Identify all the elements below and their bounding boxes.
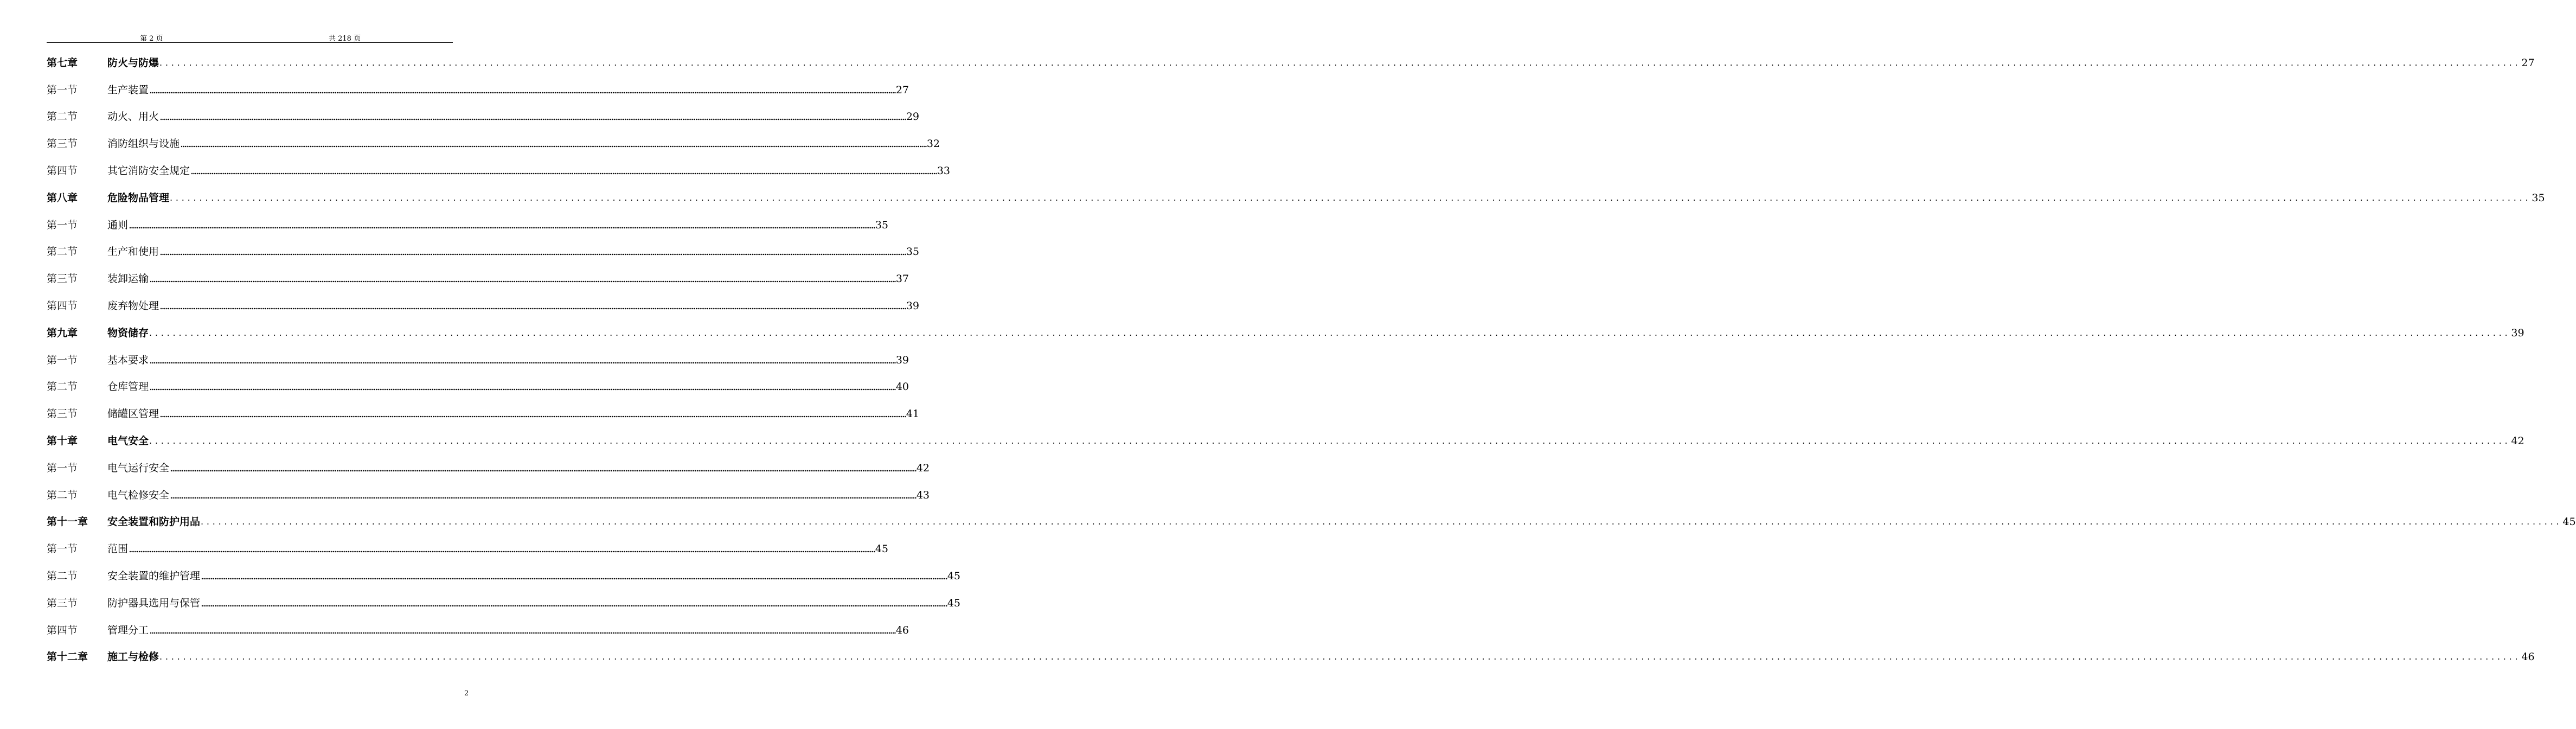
toc-entry-title: 电气运行安全 (107, 462, 170, 474)
toc-entry-page-number: 33 (937, 165, 951, 177)
toc-entry-title: 电气检修安全 (107, 489, 170, 501)
toc-entry-title: 防火与防爆 (107, 56, 159, 69)
toc-entry-page-number: 40 (895, 381, 909, 393)
toc-entry-label: 第一节 (47, 543, 78, 555)
dot-leader: ................................................................................................................................................................................................................................................................................................................................................................................................................ (159, 57, 2521, 68)
dot-leader: ................................................................................................................................................................................................................................................................................................................................................................................................................ (149, 327, 2511, 338)
dot-leader: ................................................................................................................................................................................................................................................................................................................................................................................................................ (159, 246, 906, 258)
toc-entry-chapter[interactable] (47, 184, 2545, 212)
toc-entry-page-number: 35 (2532, 191, 2545, 204)
toc-entry-label: 第四节 (47, 165, 78, 177)
header-page-current: 第 2 页 (140, 35, 163, 43)
toc-entry-title: 管理分工 (107, 624, 149, 636)
toc-entry-label: 第一节 (47, 84, 78, 96)
toc-entry-page-number: 41 (906, 408, 920, 420)
dot-leader: ................................................................................................................................................................................................................................................................................................................................................................................................................ (149, 436, 2511, 446)
toc-entry-page-number: 45 (2562, 516, 2576, 528)
toc-entry-title: 危险物品管理 (107, 191, 170, 204)
toc-entry-label: 第一节 (47, 462, 78, 474)
dot-leader: ................................................................................................................................................................................................................................................................................................................................................................................................................ (149, 354, 895, 366)
toc-entry-label: 第三节 (47, 408, 78, 420)
toc-entry-section[interactable] (47, 562, 961, 590)
toc-entry-page-number: 42 (916, 462, 930, 474)
dot-leader: ................................................................................................................................................................................................................................................................................................................................................................................................................ (149, 624, 895, 636)
footer-page-number: 2 (464, 689, 469, 698)
toc-entry-page-number: 45 (875, 543, 889, 555)
toc-entry-title: 安全装置的维护管理 (107, 570, 201, 583)
toc-entry-page-number: 45 (947, 597, 961, 609)
toc-entry-section[interactable] (47, 482, 930, 509)
dot-leader: ................................................................................................................................................................................................................................................................................................................................................................................................................ (159, 300, 906, 312)
table-of-contents (47, 49, 2576, 670)
toc-entry-page-number: 27 (2521, 56, 2535, 69)
toc-entry-title: 安全装置和防护用品 (107, 516, 201, 528)
dot-leader: ................................................................................................................................................................................................................................................................................................................................................................................................................ (149, 273, 895, 285)
toc-entry-section[interactable] (47, 212, 889, 239)
dot-leader: ................................................................................................................................................................................................................................................................................................................................................................................................................ (159, 111, 906, 123)
header-page-total: 共 218 页 (329, 35, 361, 43)
toc-entry-page-number: 39 (895, 354, 909, 366)
toc-entry-section[interactable] (47, 130, 940, 157)
toc-entry-page-number: 27 (895, 84, 909, 96)
dot-leader: ................................................................................................................................................................................................................................................................................................................................................................................................................ (170, 192, 2532, 203)
toc-entry-title: 范围 (107, 543, 129, 555)
dot-leader: ................................................................................................................................................................................................................................................................................................................................................................................................................ (180, 138, 926, 150)
toc-entry-section[interactable] (47, 157, 951, 184)
toc-entry-label: 第三节 (47, 597, 78, 609)
dot-leader: ................................................................................................................................................................................................................................................................................................................................................................................................................ (190, 165, 937, 177)
toc-entry-label: 第三节 (47, 273, 78, 285)
toc-entry-page-number: 46 (895, 624, 909, 636)
toc-entry-page-number: 43 (916, 489, 930, 501)
toc-entry-label: 第一节 (47, 354, 78, 366)
toc-entry-title: 基本要求 (107, 354, 149, 366)
dot-leader: ................................................................................................................................................................................................................................................................................................................................................................................................................ (149, 84, 895, 96)
toc-entry-label: 第二节 (47, 111, 78, 123)
toc-entry-page-number: 35 (875, 219, 889, 231)
toc-entry-label: 第十一章 (47, 516, 88, 528)
dot-leader: ................................................................................................................................................................................................................................................................................................................................................................................................................ (159, 651, 2521, 662)
toc-entry-section[interactable] (47, 104, 920, 131)
toc-entry-section[interactable] (47, 455, 930, 482)
toc-entry-label: 第七章 (47, 56, 78, 69)
toc-entry-title: 施工与检修 (107, 651, 159, 663)
toc-entry-chapter[interactable] (47, 644, 2535, 671)
toc-entry-section[interactable] (47, 374, 909, 401)
toc-entry-title: 生产装置 (107, 84, 149, 96)
toc-entry-page-number: 29 (906, 111, 920, 123)
toc-entry-title: 动火、用火 (107, 111, 159, 123)
toc-entry-page-number: 35 (906, 246, 920, 258)
toc-entry-title: 装卸运输 (107, 273, 149, 285)
dot-leader: ................................................................................................................................................................................................................................................................................................................................................................................................................ (201, 597, 947, 609)
toc-entry-page-number: 37 (895, 273, 909, 285)
dot-leader: ................................................................................................................................................................................................................................................................................................................................................................................................................ (201, 570, 947, 583)
dot-leader: ................................................................................................................................................................................................................................................................................................................................................................................................................ (149, 381, 895, 393)
toc-entry-section[interactable] (47, 292, 920, 319)
dot-leader: ................................................................................................................................................................................................................................................................................................................................................................................................................ (201, 516, 2562, 527)
toc-entry-label: 第十章 (47, 435, 78, 447)
toc-entry-label: 第九章 (47, 327, 78, 339)
toc-entry-page-number: 42 (2511, 435, 2524, 447)
toc-entry-label: 第三节 (47, 138, 78, 150)
toc-entry-title: 消防组织与设施 (107, 138, 180, 150)
toc-entry-label: 第二节 (47, 381, 78, 393)
toc-entry-title: 其它消防安全规定 (107, 165, 190, 177)
toc-entry-title: 通则 (107, 219, 129, 231)
page-header (47, 31, 453, 43)
toc-entry-section[interactable] (47, 590, 961, 617)
toc-entry-chapter[interactable] (47, 427, 2524, 455)
toc-entry-page-number: 39 (906, 300, 920, 312)
toc-entry-title: 电气安全 (107, 435, 149, 447)
toc-entry-page-number: 46 (2521, 651, 2535, 663)
toc-entry-title: 仓库管理 (107, 381, 149, 393)
dot-leader: ................................................................................................................................................................................................................................................................................................................................................................................................................ (159, 408, 906, 420)
toc-entry-page-number: 32 (926, 138, 940, 150)
toc-entry-label: 第一节 (47, 219, 78, 231)
toc-entry-chapter[interactable] (47, 319, 2524, 347)
toc-entry-chapter[interactable] (47, 49, 2535, 76)
toc-entry-section[interactable] (47, 617, 909, 644)
dot-leader: ................................................................................................................................................................................................................................................................................................................................................................................................................ (170, 489, 916, 501)
toc-entry-label: 第四节 (47, 300, 78, 312)
toc-entry-title: 废弃物处理 (107, 300, 159, 312)
toc-entry-title: 物资储存 (107, 327, 149, 339)
toc-entry-page-number: 45 (947, 570, 961, 583)
toc-entry-chapter[interactable] (47, 509, 2576, 536)
toc-entry-label: 第十二章 (47, 651, 88, 663)
toc-entry-label: 第二节 (47, 570, 78, 583)
toc-entry-title: 防护器具选用与保管 (107, 597, 201, 609)
dot-leader: ................................................................................................................................................................................................................................................................................................................................................................................................................ (129, 219, 875, 231)
toc-entry-section[interactable] (47, 535, 889, 562)
dot-leader: ................................................................................................................................................................................................................................................................................................................................................................................................................ (129, 543, 875, 555)
toc-entry-title: 储罐区管理 (107, 408, 159, 420)
toc-entry-label: 第四节 (47, 624, 78, 636)
toc-entry-label: 第二节 (47, 246, 78, 258)
toc-entry-page-number: 39 (2511, 327, 2524, 339)
toc-entry-title: 生产和使用 (107, 246, 159, 258)
toc-entry-section[interactable] (47, 239, 920, 266)
toc-entry-section[interactable] (47, 347, 909, 374)
toc-entry-label: 第二节 (47, 489, 78, 501)
toc-entry-section[interactable] (47, 400, 920, 427)
dot-leader: ................................................................................................................................................................................................................................................................................................................................................................................................................ (170, 462, 916, 474)
toc-entry-section[interactable] (47, 76, 909, 104)
toc-entry-section[interactable] (47, 265, 909, 292)
toc-entry-label: 第八章 (47, 191, 78, 204)
